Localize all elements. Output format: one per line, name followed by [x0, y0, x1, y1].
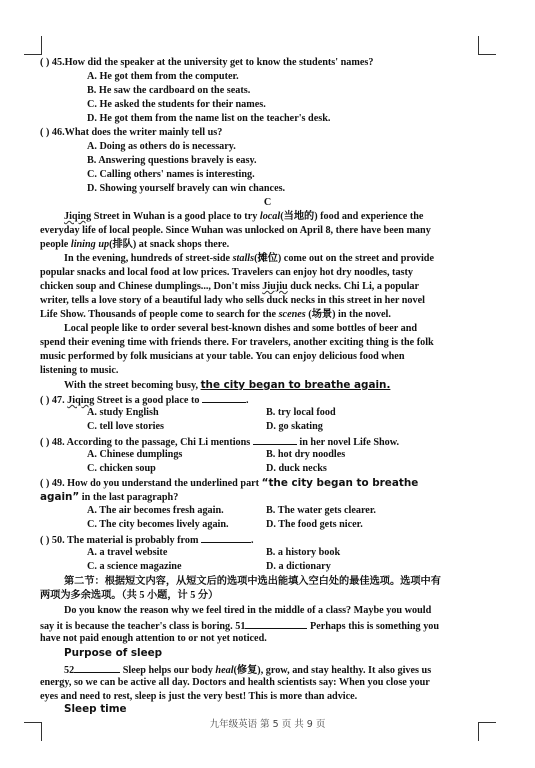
- passage-line: [40, 280, 419, 294]
- subheading: Sleep time: [64, 703, 127, 715]
- term-jiujiu: Jiujiu: [262, 281, 288, 292]
- section-instruction: 两项为多余选项。（共 5 小题，计 5 分）: [40, 590, 219, 601]
- option-48-d: D. duck necks: [266, 463, 327, 474]
- question-number: ( ) 46.: [40, 127, 65, 138]
- option-49-a: A. The air becomes fresh again.: [87, 505, 224, 516]
- text: 52: [64, 665, 75, 676]
- option-47-b: B. try local food: [266, 407, 336, 418]
- glossed-word: scenes: [278, 309, 306, 320]
- text: say it is because the teacher's class is boring. 51: [40, 621, 246, 632]
- section-instruction: 第二节：根据短文内容，从短文后的选项中选出能填入空白处的最佳选项。选项中有: [64, 576, 441, 587]
- question-stem: The material is probably from: [66, 535, 202, 546]
- option-50-a: A. a travel website: [87, 547, 168, 558]
- option-50-d: D. a dictionary: [266, 561, 331, 572]
- term-jiqing: Jiqing: [67, 395, 95, 406]
- option-48-a: A. Chinese dumplings: [87, 449, 183, 460]
- section-heading-c: C: [263, 197, 272, 208]
- option-46-b: B. Answering questions bravely is easy.: [87, 155, 257, 166]
- option-50-c: C. a science magazine: [87, 561, 182, 572]
- passage-line: [64, 252, 434, 266]
- question-number: ( ) 48.: [40, 437, 67, 448]
- option-49-c: C. The city becomes lively again.: [87, 519, 229, 530]
- subheading: Purpose of sleep: [64, 647, 163, 659]
- text: (场景) in the novel.: [305, 309, 391, 320]
- passage-line: eyes and need to rest, sleep is just the very best! This is more than advice.: [40, 691, 358, 702]
- question-49: [40, 476, 418, 491]
- text: people: [40, 239, 71, 250]
- option-45-c: C. He asked the students for their names.: [87, 99, 266, 110]
- question-stem: in her novel Life Show.: [296, 437, 400, 448]
- text: Life Show. Thousands of people come to search for the: [40, 309, 279, 320]
- option-45-a: A. He got them from the computer.: [87, 71, 239, 82]
- question-stem: According to the passage, Chi Li mentions: [66, 437, 253, 448]
- question-46: [40, 126, 222, 140]
- question-stem: What does the writer mainly tell us?: [64, 127, 223, 138]
- answer-blank: [253, 434, 297, 445]
- passage-line: Local people like to order several best-known dishes and some bottles of beer and: [64, 323, 418, 334]
- answer-blank: [74, 662, 120, 673]
- text: Street in Wuhan is a good place to try: [91, 211, 260, 222]
- question-stem: How do you understand the underlined part: [67, 478, 262, 489]
- text: Sleep helps our body: [120, 665, 216, 676]
- question-stem: in the last paragraph?: [79, 492, 179, 503]
- term-jiqing: Jiqing: [64, 211, 92, 222]
- option-46-d: D. Showing yourself bravely can win chances.: [87, 183, 286, 194]
- quoted-phrase: “the city began to breathe: [261, 477, 419, 489]
- option-47-c: C. tell love stories: [87, 421, 164, 432]
- text: With the street becoming busy,: [64, 380, 201, 391]
- crop-mark-top-left-v: [41, 36, 42, 55]
- text: duck necks. Chi Li, a popular: [287, 281, 420, 292]
- answer-blank: [202, 392, 246, 403]
- page-footer: 九年级英语 第 5 页 共 9 页: [209, 719, 326, 730]
- glossed-word: lining up: [70, 239, 110, 250]
- question-47: ( ) 47. Jiqing Street is a good place to .: [40, 392, 249, 408]
- text: In the evening, hundreds of street-side: [64, 253, 233, 264]
- glossed-word: heal: [215, 665, 234, 676]
- crop-mark-top-right-v: [478, 36, 479, 55]
- passage-line: listening to music.: [40, 365, 119, 376]
- underlined-phrase: the city began to breathe again.: [200, 379, 391, 391]
- text: (摊位) come out on the street and provide: [254, 253, 434, 264]
- passage-line: Do you know the reason why we feel tired in the middle of a class? Maybe you would: [64, 605, 432, 616]
- option-49-b: B. The water gets clearer.: [266, 505, 376, 516]
- option-46-c: C. Calling others' names is interesting.: [87, 169, 255, 180]
- question-number: ( ) 47.: [40, 395, 68, 406]
- question-50: ( ) 50. The material is probably from .: [40, 532, 254, 548]
- option-48-c: C. chicken soup: [87, 463, 156, 474]
- passage-line: writer, tells a love story of a beautiful lady who sells duck necks in this street in her novel: [40, 295, 425, 306]
- text: Perhaps this is something you: [307, 621, 440, 632]
- question-stem: Street is a good place to: [94, 395, 202, 406]
- answer-blank: [201, 532, 251, 543]
- passage-line: spend their evening time with friends there. For travelers, another exciting thing is the folk: [40, 337, 434, 348]
- glossed-word: stalls: [232, 253, 255, 264]
- text: (修复), grow, and stay healthy. It also gives us: [233, 665, 432, 676]
- answer-blank: [245, 618, 307, 629]
- option-50-b: B. a history book: [266, 547, 341, 558]
- option-45-d: D. He got them from the name list on the teacher's desk.: [87, 113, 331, 124]
- quoted-phrase: again”: [40, 491, 80, 503]
- text: (当地的) food and experience the: [280, 211, 424, 222]
- passage-line: energy, so we can be active all day. Doctors and health scientists say: When you close your: [40, 677, 430, 688]
- passage-line: everyday life of local people. Since Wuhan was unlocked on April 8, there have been many: [40, 225, 431, 236]
- question-stem: How did the speaker at the university get to know the students' names?: [64, 57, 374, 68]
- question-number: ( ) 50.: [40, 535, 67, 546]
- passage-line: [64, 378, 390, 393]
- option-46-a: A. Doing as others do is necessary.: [87, 141, 236, 152]
- crop-mark-top-right-h: [478, 54, 496, 55]
- question-number: ( ) 45.: [40, 57, 65, 68]
- text: (排队) at snack shops there.: [109, 239, 230, 250]
- option-48-b: B. hot dry noodles: [266, 449, 346, 460]
- passage-line: [64, 210, 423, 224]
- question-number: ( ) 49.: [40, 478, 68, 489]
- crop-mark-top-left-h: [24, 54, 42, 55]
- passage-line: [40, 308, 391, 322]
- option-49-d: D. The food gets nicer.: [266, 519, 363, 530]
- passage-line: popular snacks and local food at low prices. Travelers can enjoy hot dry noodles, tasty: [40, 267, 413, 278]
- question-49-cont: [40, 490, 178, 505]
- passage-line: music performed by folk musicians at your table. You can enjoy delicious food when: [40, 351, 405, 362]
- option-47-d: D. go skating: [266, 421, 323, 432]
- glossed-word: local: [259, 211, 281, 222]
- passage-line: [40, 238, 229, 252]
- option-47-a: A. study English: [87, 407, 159, 418]
- text: chicken soup and Chinese dumplings..., Don't miss: [40, 281, 263, 292]
- question-45: [40, 56, 373, 70]
- option-45-b: B. He saw the cardboard on the seats.: [87, 85, 251, 96]
- passage-line: have not paid enough attention to or not yet noticed.: [40, 633, 267, 644]
